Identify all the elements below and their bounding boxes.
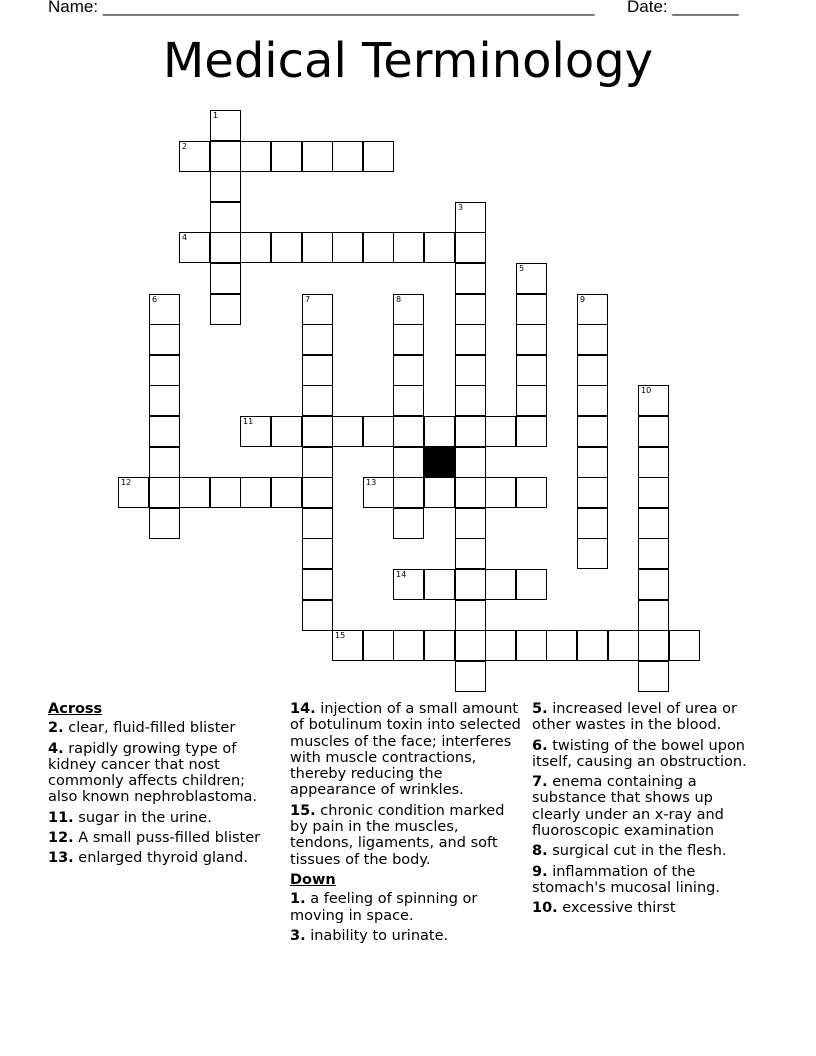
grid-cell[interactable]	[363, 477, 394, 508]
grid-cell[interactable]	[577, 355, 608, 386]
grid-cell[interactable]	[424, 416, 455, 447]
grid-cell[interactable]	[393, 294, 424, 325]
grid-cell[interactable]	[393, 508, 424, 539]
grid-cell[interactable]	[363, 416, 394, 447]
clue-text: A small puss-filled blister	[78, 830, 261, 847]
clue-number-label: 14.	[290, 701, 316, 717]
grid-cell[interactable]	[455, 661, 486, 692]
clue-number: 1	[213, 111, 219, 120]
grid-cell[interactable]	[332, 630, 363, 661]
clue-number-label: 5.	[532, 701, 548, 717]
clue-number-label: 10.	[532, 900, 558, 917]
grid-cell[interactable]	[302, 538, 333, 569]
clue-number-label: 1.	[290, 891, 306, 908]
grid-cell[interactable]	[179, 477, 210, 508]
grid-cell[interactable]	[302, 416, 333, 447]
grid-cell[interactable]	[210, 294, 241, 325]
grid-cell[interactable]	[608, 630, 639, 661]
down-clue	[532, 738, 762, 771]
clue-number-label: 2.	[48, 720, 64, 737]
date-label: Date:	[627, 0, 668, 16]
grid-cell[interactable]	[149, 294, 180, 325]
grid-cell[interactable]	[240, 232, 271, 263]
down-clue	[290, 891, 526, 924]
grid-cell[interactable]	[363, 232, 394, 263]
grid-cell[interactable]	[577, 477, 608, 508]
clue-number-label: 11.	[48, 809, 74, 826]
grid-cell[interactable]	[485, 477, 516, 508]
grid-cell[interactable]	[210, 171, 241, 202]
clue-text: enlarged thyroid gland.	[78, 850, 248, 867]
clue-number: 6	[152, 295, 158, 304]
clue-number-label: 8.	[532, 843, 548, 860]
grid-cell[interactable]	[516, 324, 547, 355]
grid-cell[interactable]	[210, 263, 241, 294]
clue-number: 11	[243, 417, 254, 426]
clue-number-label: 4.	[48, 740, 64, 757]
grid-cell[interactable]	[455, 355, 486, 386]
across-clue	[290, 803, 526, 868]
name-line: ____________________________________________________	[102, 0, 595, 16]
grid-cell[interactable]	[271, 141, 302, 172]
page-title: Medical Terminology	[162, 33, 654, 89]
grid-cell[interactable]	[393, 355, 424, 386]
grid-cell[interactable]	[118, 477, 149, 508]
grid-cell[interactable]	[577, 294, 608, 325]
clue-text: excessive thirst	[562, 900, 676, 917]
across-clue	[48, 850, 278, 866]
grid-cell[interactable]	[210, 232, 241, 263]
grid-cell[interactable]	[577, 630, 608, 661]
clue-number-label: 9.	[532, 863, 548, 880]
grid-cell[interactable]	[424, 630, 455, 661]
grid-cell[interactable]	[302, 477, 333, 508]
grid-cell[interactable]	[577, 447, 608, 478]
grid-cell[interactable]	[424, 477, 455, 508]
grid-cell[interactable]	[271, 477, 302, 508]
clue-number: 10	[641, 386, 652, 395]
grid-cell[interactable]	[455, 232, 486, 263]
clue-text: clear, fluid-filled blister	[68, 720, 236, 737]
grid-cell[interactable]	[363, 630, 394, 661]
grid-cell[interactable]	[149, 355, 180, 386]
grid-cell[interactable]	[455, 294, 486, 325]
grid-cell[interactable]	[485, 630, 516, 661]
grid-cell[interactable]	[516, 385, 547, 416]
grid-cell[interactable]	[149, 324, 180, 355]
grid-cell[interactable]	[302, 324, 333, 355]
clue-number-label: 15.	[290, 802, 316, 819]
clue-number: 5	[519, 264, 525, 273]
grid-cell[interactable]	[393, 416, 424, 447]
clue-number: 12	[121, 478, 132, 487]
grid-cell[interactable]	[240, 416, 271, 447]
grid-cell[interactable]	[455, 477, 486, 508]
across-clue	[48, 830, 278, 846]
grid-cell[interactable]	[393, 324, 424, 355]
down-clue	[532, 900, 762, 916]
grid-cell[interactable]	[240, 477, 271, 508]
clue-number: 15	[335, 631, 346, 640]
across-heading: Across	[48, 701, 103, 717]
grid-cell[interactable]	[302, 385, 333, 416]
down-clue	[532, 774, 762, 839]
grid-cell[interactable]	[638, 385, 669, 416]
grid-cell[interactable]	[455, 600, 486, 631]
grid-cell[interactable]	[577, 416, 608, 447]
grid-cell[interactable]	[149, 385, 180, 416]
grid-cell[interactable]	[455, 508, 486, 539]
grid-cell[interactable]	[516, 630, 547, 661]
grid-cell[interactable]	[210, 477, 241, 508]
grid-cell[interactable]	[393, 232, 424, 263]
grid-cell[interactable]	[516, 294, 547, 325]
down-clue	[290, 928, 526, 944]
grid-cell[interactable]	[240, 141, 271, 172]
grid-cell[interactable]	[638, 630, 669, 661]
grid-cell[interactable]	[669, 630, 700, 661]
grid-cell[interactable]	[149, 477, 180, 508]
grid-cell[interactable]	[302, 294, 333, 325]
grid-cell[interactable]	[516, 569, 547, 600]
grid-cell[interactable]	[455, 324, 486, 355]
grid-cell[interactable]	[516, 263, 547, 294]
grid-cell[interactable]	[638, 508, 669, 539]
grid-cell[interactable]	[302, 355, 333, 386]
clue-number: 2	[182, 142, 188, 151]
black-cell	[424, 447, 455, 478]
grid-cell[interactable]	[577, 508, 608, 539]
grid-cell[interactable]	[393, 630, 424, 661]
grid-cell[interactable]	[332, 232, 363, 263]
name-label: Name:	[48, 0, 99, 16]
clue-number-label: 12.	[48, 830, 74, 847]
grid-cell[interactable]	[302, 141, 333, 172]
across-clues	[48, 701, 278, 871]
grid-cell[interactable]	[485, 569, 516, 600]
across-clue	[48, 741, 278, 806]
grid-cell[interactable]	[302, 569, 333, 600]
clue-number-label: 7.	[532, 774, 548, 791]
grid-cell[interactable]	[302, 600, 333, 631]
grid-cell[interactable]	[577, 385, 608, 416]
clue-number: 8	[396, 295, 402, 304]
grid-cell[interactable]	[638, 569, 669, 600]
grid-cell[interactable]	[455, 263, 486, 294]
grid-cell[interactable]	[149, 447, 180, 478]
grid-cell[interactable]	[638, 661, 669, 692]
across-clue	[290, 701, 526, 799]
grid-cell[interactable]	[455, 385, 486, 416]
grid-cell[interactable]	[577, 538, 608, 569]
grid-cell[interactable]	[393, 447, 424, 478]
grid-cell[interactable]	[638, 477, 669, 508]
clues-column-middle	[290, 701, 526, 948]
grid-cell[interactable]	[516, 477, 547, 508]
grid-cell[interactable]	[393, 477, 424, 508]
clue-text: chronic condition marked by pain in the muscles, tendons, ligaments, and soft tissues of the body.	[290, 802, 505, 868]
clue-text: surgical cut in the flesh.	[552, 843, 727, 860]
grid-cell[interactable]	[210, 141, 241, 172]
grid-cell[interactable]	[516, 416, 547, 447]
clues-column-right	[532, 701, 762, 921]
down-clue	[532, 864, 762, 897]
clue-number: 9	[580, 295, 586, 304]
grid-cell[interactable]	[455, 630, 486, 661]
grid-cell[interactable]	[149, 508, 180, 539]
grid-cell[interactable]	[638, 538, 669, 569]
grid-cell[interactable]	[638, 447, 669, 478]
date-line: _______	[672, 0, 739, 16]
across-clue	[48, 810, 278, 826]
grid-cell[interactable]	[393, 569, 424, 600]
clue-number-label: 6.	[532, 737, 548, 754]
clue-text: injection of a small amount of botulinum toxin into selected muscles of the face; interferes with muscle contractions, thereby reducing the appearance of wrinkles.	[290, 701, 521, 799]
grid-cell[interactable]	[302, 508, 333, 539]
clue-text: inability to urinate.	[310, 927, 449, 944]
clue-number-label: 3.	[290, 927, 306, 944]
grid-cell[interactable]	[485, 416, 516, 447]
clue-number: 7	[305, 295, 311, 304]
grid-cell[interactable]	[332, 416, 363, 447]
grid-cell[interactable]	[455, 447, 486, 478]
across-clue	[48, 720, 278, 736]
grid-cell[interactable]	[149, 416, 180, 447]
clue-text: enema containing a substance that shows up clearly under an x-ray and fluoroscopic examination	[532, 774, 724, 840]
grid-cell[interactable]	[638, 600, 669, 631]
grid-cell[interactable]	[302, 232, 333, 263]
clue-text: rapidly growing type of kidney cancer that nost commonly affects children; also known nephroblastoma.	[48, 740, 257, 806]
grid-cell[interactable]	[179, 141, 210, 172]
grid-cell[interactable]	[210, 110, 241, 141]
clue-number-label: 13.	[48, 850, 74, 867]
grid-cell[interactable]	[363, 141, 394, 172]
down-heading: Down	[290, 871, 336, 888]
clue-number: 14	[396, 570, 407, 579]
grid-cell[interactable]	[179, 232, 210, 263]
clue-text: sugar in the urine.	[78, 809, 212, 826]
clue-text: inflammation of the stomach's mucosal lining.	[532, 863, 720, 896]
grid-cell[interactable]	[516, 355, 547, 386]
clue-number: 3	[458, 203, 464, 212]
grid-cell[interactable]	[393, 385, 424, 416]
grid-cell[interactable]	[455, 416, 486, 447]
grid-cell[interactable]	[455, 569, 486, 600]
grid-cell[interactable]	[546, 630, 577, 661]
grid-cell[interactable]	[332, 141, 363, 172]
clue-number: 13	[366, 478, 377, 487]
grid-cell[interactable]	[577, 324, 608, 355]
clue-number: 4	[182, 233, 188, 242]
clue-text: a feeling of spinning or moving in space.	[290, 891, 478, 924]
down-clue	[532, 843, 762, 859]
grid-cell[interactable]	[271, 232, 302, 263]
clue-text: twisting of the bowel upon itself, causing an obstruction.	[532, 737, 747, 770]
grid-cell[interactable]	[455, 202, 486, 233]
grid-cell[interactable]	[638, 416, 669, 447]
grid-cell[interactable]	[455, 538, 486, 569]
grid-cell[interactable]	[424, 569, 455, 600]
down-clue	[532, 701, 762, 734]
grid-cell[interactable]	[302, 447, 333, 478]
grid-cell[interactable]	[210, 202, 241, 233]
grid-cell[interactable]	[424, 232, 455, 263]
clue-text: increased level of urea or other wastes in the blood.	[532, 701, 737, 734]
grid-cell[interactable]	[271, 416, 302, 447]
